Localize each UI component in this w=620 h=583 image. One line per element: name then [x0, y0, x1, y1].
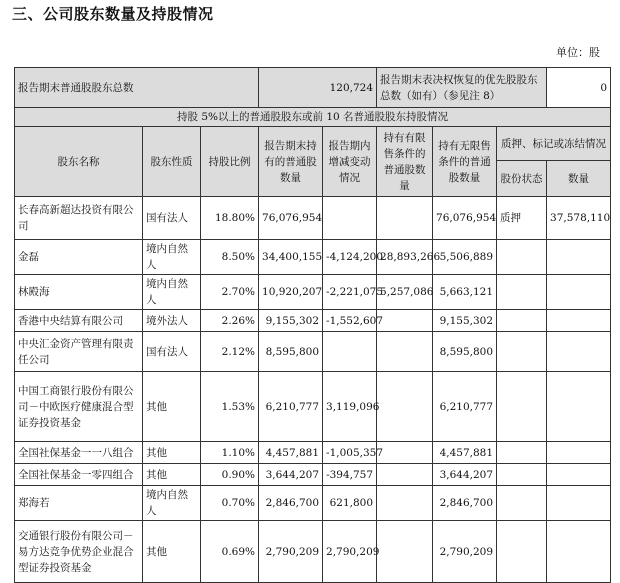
- shareholder-table: [14, 67, 611, 583]
- holder-restricted: [377, 464, 433, 486]
- holder-unrestricted: 9,155,302: [433, 310, 497, 332]
- holder-pledge-qty: [547, 486, 611, 521]
- holder-nature: 国有法人: [143, 197, 201, 240]
- holder-change: -394,757: [323, 464, 377, 486]
- header-pledge-status: 股份状态: [497, 161, 547, 197]
- header-restricted: 持有有限售条件的普通股数量: [377, 127, 433, 197]
- holder-shares: 2,790,209: [259, 521, 323, 583]
- header-change: 报告期内增减变动情况: [323, 127, 377, 197]
- holder-shares: 34,400,155: [259, 240, 323, 275]
- holder-name: 中央汇金资产管理有限责任公司: [15, 332, 143, 372]
- holder-nature: 境内自然人: [143, 240, 201, 275]
- holder-nature: 其他: [143, 372, 201, 442]
- holder-nature: 国有法人: [143, 332, 201, 372]
- table-row: [15, 521, 611, 583]
- holder-name: 金磊: [15, 240, 143, 275]
- holder-change: -1,005,357: [323, 442, 377, 464]
- table-row: [15, 486, 611, 521]
- holder-pledge-status: 质押: [497, 197, 547, 240]
- holder-shares: 4,457,881: [259, 442, 323, 464]
- table-row: [15, 275, 611, 310]
- holder-name: 香港中央结算有限公司: [15, 310, 143, 332]
- holder-pledge-status: [497, 332, 547, 372]
- holder-change: 621,800: [323, 486, 377, 521]
- holder-unrestricted: 3,644,207: [433, 464, 497, 486]
- holder-shares: 2,846,700: [259, 486, 323, 521]
- holder-nature: 其他: [143, 521, 201, 583]
- table-row: [15, 464, 611, 486]
- holder-shares: 76,076,954: [259, 197, 323, 240]
- header-pledge-qty: 数量: [547, 161, 611, 197]
- holder-ratio: 0.90%: [201, 464, 259, 486]
- holder-restricted: [377, 197, 433, 240]
- holder-pledge-status: [497, 486, 547, 521]
- table-row: [15, 372, 611, 442]
- holder-pledge-qty: [547, 275, 611, 310]
- preferred-holders-label: 报告期末表决权恢复的优先股股东总数（如有）（参见注 8）: [377, 68, 547, 108]
- holder-shares: 8,595,800: [259, 332, 323, 372]
- holder-ratio: 0.69%: [201, 521, 259, 583]
- holder-shares: 6,210,777: [259, 372, 323, 442]
- holder-name: 长春高新超达投资有限公司: [15, 197, 143, 240]
- header-ratio: 持股比例: [201, 127, 259, 197]
- holder-unrestricted: 6,210,777: [433, 372, 497, 442]
- holder-unrestricted: 76,076,954: [433, 197, 497, 240]
- holder-pledge-qty: [547, 310, 611, 332]
- holder-restricted: [377, 332, 433, 372]
- holder-unrestricted: 8,595,800: [433, 332, 497, 372]
- total-holders-label: 报告期末普通股股东总数: [15, 68, 259, 108]
- holder-nature: 境内自然人: [143, 486, 201, 521]
- holder-ratio: 2.12%: [201, 332, 259, 372]
- holder-restricted: 28,893,266: [377, 240, 433, 275]
- holder-change: -4,124,200: [323, 240, 377, 275]
- table-row: [15, 197, 611, 240]
- total-holders-value: 120,724: [259, 68, 377, 108]
- holder-pledge-status: [497, 464, 547, 486]
- holder-change: 3,119,096: [323, 372, 377, 442]
- holder-ratio: 8.50%: [201, 240, 259, 275]
- holder-pledge-status: [497, 240, 547, 275]
- holder-nature: 其他: [143, 464, 201, 486]
- table-row: [15, 332, 611, 372]
- holder-change: -2,221,075: [323, 275, 377, 310]
- holder-unrestricted: 5,506,889: [433, 240, 497, 275]
- holder-name: 中国工商银行股份有限公司－中欧医疗健康混合型证券投资基金: [15, 372, 143, 442]
- holder-nature: 境内自然人: [143, 275, 201, 310]
- holder-ratio: 1.53%: [201, 372, 259, 442]
- holder-restricted: [377, 486, 433, 521]
- holder-pledge-status: [497, 442, 547, 464]
- table-row: [15, 442, 611, 464]
- holder-ratio: 2.70%: [201, 275, 259, 310]
- header-name: 股东名称: [15, 127, 143, 197]
- holder-change: [323, 332, 377, 372]
- holder-pledge-qty: [547, 442, 611, 464]
- table-body: [15, 68, 611, 583]
- holder-restricted: [377, 310, 433, 332]
- table-row: [15, 240, 611, 275]
- holder-pledge-qty: [547, 464, 611, 486]
- holder-name: 林殿海: [15, 275, 143, 310]
- holder-restricted: [377, 521, 433, 583]
- header-nature: 股东性质: [143, 127, 201, 197]
- table-row: [15, 310, 611, 332]
- holder-pledge-qty: [547, 240, 611, 275]
- holder-nature: 境外法人: [143, 310, 201, 332]
- section-title: 三、公司股东数量及持股情况: [12, 5, 214, 23]
- holder-ratio: 18.80%: [201, 197, 259, 240]
- holder-change: 2,790,209: [323, 521, 377, 583]
- holder-name: 交通银行股份有限公司－易方达竞争优势企业混合型证券投资基金: [15, 521, 143, 583]
- holder-pledge-qty: [547, 372, 611, 442]
- holder-pledge-status: [497, 521, 547, 583]
- holder-unrestricted: 4,457,881: [433, 442, 497, 464]
- holder-restricted: [377, 372, 433, 442]
- header-shares: 报告期末持有的普通股数量: [259, 127, 323, 197]
- holder-pledge-status: [497, 310, 547, 332]
- holder-unrestricted: 2,790,209: [433, 521, 497, 583]
- holder-name: 郑海若: [15, 486, 143, 521]
- top10-title: 持股 5%以上的普通股股东或前 10 名普通股股东持股情况: [15, 108, 611, 127]
- holder-change: -1,552,607: [323, 310, 377, 332]
- holder-restricted: [377, 442, 433, 464]
- holder-pledge-status: [497, 372, 547, 442]
- holder-shares: 9,155,302: [259, 310, 323, 332]
- holder-pledge-qty: 37,578,110: [547, 197, 611, 240]
- unit-label: 单位：股: [556, 46, 600, 59]
- holder-ratio: 0.70%: [201, 486, 259, 521]
- preferred-holders-value: 0: [547, 68, 611, 108]
- holder-nature: 其他: [143, 442, 201, 464]
- top10-title-row: [15, 108, 611, 127]
- holder-pledge-qty: [547, 332, 611, 372]
- holder-restricted: 5,257,086: [377, 275, 433, 310]
- holder-ratio: 2.26%: [201, 310, 259, 332]
- holder-change: [323, 197, 377, 240]
- holder-name: 全国社保基金一一八组合: [15, 442, 143, 464]
- holder-pledge-qty: [547, 521, 611, 583]
- holder-ratio: 1.10%: [201, 442, 259, 464]
- holder-shares: 3,644,207: [259, 464, 323, 486]
- summary-row: [15, 68, 611, 108]
- holder-pledge-status: [497, 275, 547, 310]
- holder-unrestricted: 2,846,700: [433, 486, 497, 521]
- header-pledge-group: 质押、标记或冻结情况: [497, 127, 611, 161]
- header-unrestricted: 持有无限售条件的普通股数量: [433, 127, 497, 197]
- header-row-1: [15, 127, 611, 161]
- holder-unrestricted: 5,663,121: [433, 275, 497, 310]
- holder-name: 全国社保基金一零四组合: [15, 464, 143, 486]
- holder-shares: 10,920,207: [259, 275, 323, 310]
